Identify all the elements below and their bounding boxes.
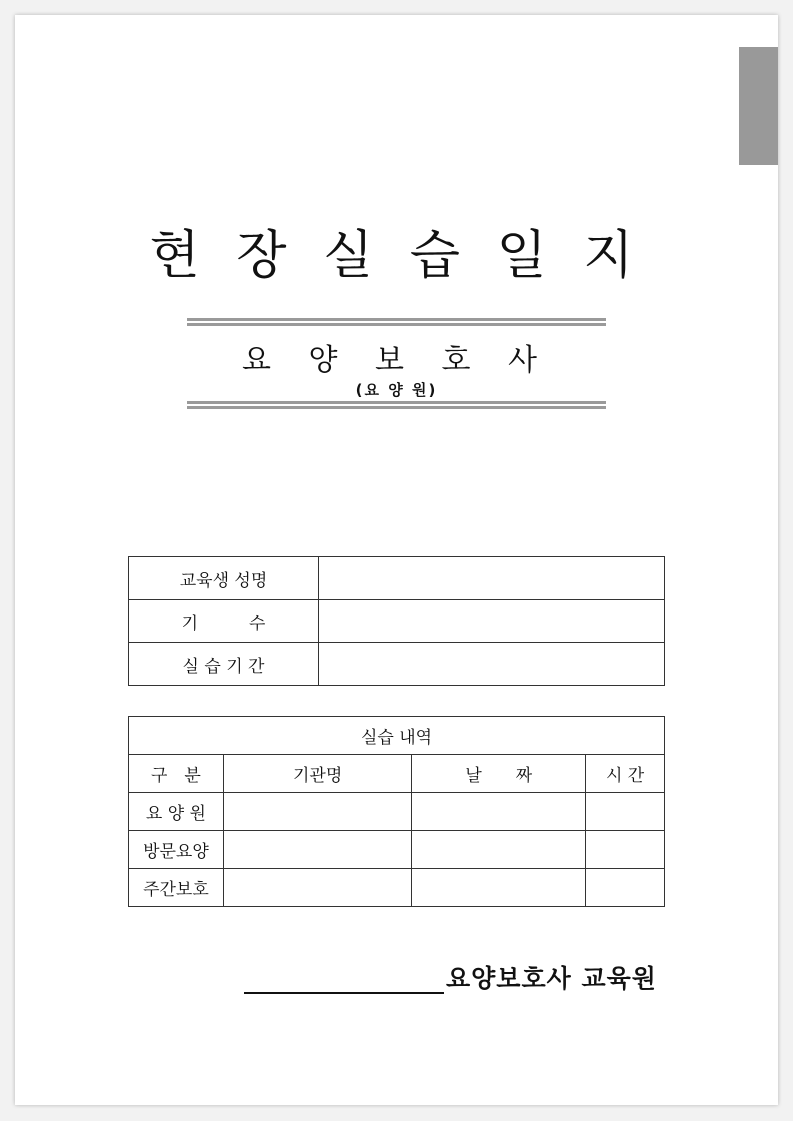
info-label-cohort: 기 수 (129, 600, 319, 643)
table-row (129, 643, 665, 686)
cell-date[interactable] (412, 831, 586, 869)
cell-institution[interactable] (223, 869, 412, 907)
cell-time[interactable] (586, 869, 665, 907)
table-row (129, 717, 665, 755)
info-label-name: 교육생 성명 (129, 557, 319, 600)
table-row (129, 831, 665, 869)
practice-heading: 실습 내역 (129, 717, 665, 755)
cell-time[interactable] (586, 793, 665, 831)
side-tab (739, 47, 778, 165)
cell-date[interactable] (412, 793, 586, 831)
document-title: 현 장 실 습 일 지 (149, 226, 644, 286)
title-rule-bottom (187, 401, 606, 409)
row-label-day-care: 주간보호 (129, 869, 224, 907)
table-row (129, 557, 665, 600)
table-row (129, 600, 665, 643)
practice-details-table (128, 716, 665, 907)
info-label-period: 실 습 기 간 (129, 643, 319, 686)
info-value-name[interactable] (319, 557, 665, 600)
footer-blank-line[interactable] (244, 992, 444, 994)
table-row (129, 869, 665, 907)
cell-institution[interactable] (223, 793, 412, 831)
document-subsubtitle: (요 양 원) (355, 381, 438, 399)
document-page (15, 15, 778, 1105)
table-row (129, 793, 665, 831)
document-subtitle: 요 양 보 호 사 (241, 343, 552, 378)
column-header-time: 시 간 (586, 755, 665, 793)
info-value-cohort[interactable] (319, 600, 665, 643)
cell-time[interactable] (586, 831, 665, 869)
table-header-row (129, 755, 665, 793)
title-rule-top (187, 318, 606, 326)
row-label-nursing-home: 요 양 원 (129, 793, 224, 831)
column-header-date: 날 짜 (412, 755, 586, 793)
row-label-home-visit: 방문요양 (129, 831, 224, 869)
student-info-table (128, 556, 665, 686)
cell-institution[interactable] (223, 831, 412, 869)
column-header-category: 구 분 (129, 755, 224, 793)
institution-footer: 요양보호사 교육원 (446, 964, 657, 993)
cell-date[interactable] (412, 869, 586, 907)
info-value-period[interactable] (319, 643, 665, 686)
column-header-institution: 기관명 (223, 755, 412, 793)
